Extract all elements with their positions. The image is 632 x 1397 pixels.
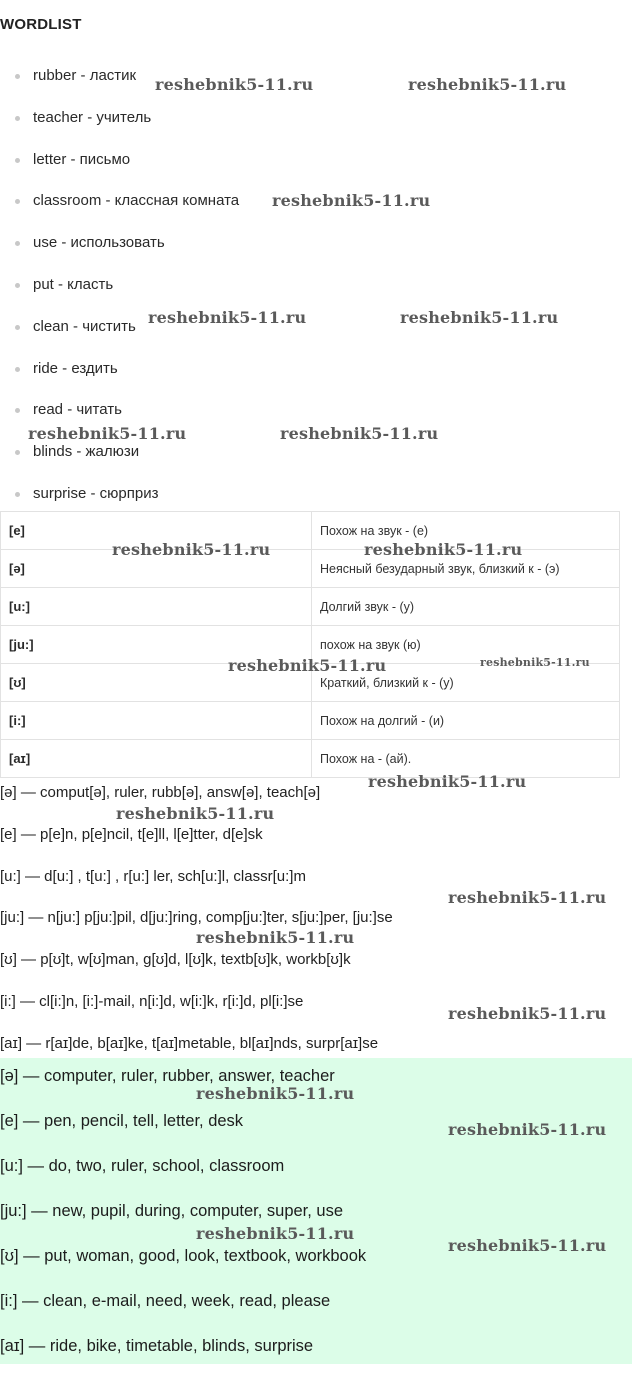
phonetic-description: похож на звук (ю) (312, 626, 620, 664)
watermark: reshebnik5-11.ru (155, 75, 314, 94)
bullet-icon (15, 325, 20, 330)
watermark: reshebnik5-11.ru (448, 1004, 607, 1023)
phonetic-description: Долгий звук - (у) (312, 588, 620, 626)
watermark: reshebnik5-11.ru (408, 75, 567, 94)
watermark: reshebnik5-11.ru (480, 656, 590, 669)
phonetic-description: Краткий, близкий к - (у) (312, 664, 620, 702)
table-row (1, 588, 620, 626)
exercise-line: [ju:] — n[ju:] p[ju:]pil, d[ju:]ring, comp[ju:]ter, s[ju:]per, [ju:]se (0, 909, 393, 927)
wordlist-item: rubber - ластик (0, 66, 632, 108)
phonetic-symbol: [u:] (1, 588, 312, 626)
watermark: reshebnik5-11.ru (448, 1236, 607, 1255)
exercise-line: [ə] — comput[ə], ruler, rubb[ə], answ[ə], teach[ə] (0, 784, 321, 801)
exercise-line: [u:] — d[u:] , t[u:] , r[u:] ler, sch[u:]l, classr[u:]m (0, 867, 306, 885)
phonetic-symbol: [e] (1, 512, 312, 550)
phonetic-description: Неясный безударный звук, близкий к - (э) (312, 550, 620, 588)
bullet-icon (15, 283, 20, 288)
wordlist-item: classroom - классная комната (0, 191, 632, 233)
wordlist-item: teacher - учитель (0, 108, 632, 150)
watermark: reshebnik5-11.ru (368, 772, 527, 791)
phonetic-symbol: [ʊ] (1, 664, 312, 702)
wordlist (0, 66, 632, 526)
answer-line: [ju:] — new, pupil, during, computer, super, use (0, 1202, 344, 1220)
exercise-line: [i:] — cl[i:]n, [i:]-mail, n[i:]d, w[i:]k, r[i:]d, pl[i:]se (0, 992, 304, 1010)
watermark: reshebnik5-11.ru (364, 540, 523, 559)
wordlist-item: letter - письмо (0, 150, 632, 192)
answer-line: [i:] — clean, e-mail, need, week, read, please (0, 1292, 331, 1310)
watermark: reshebnik5-11.ru (280, 424, 439, 443)
wordlist-item: clean - чистить (0, 317, 632, 359)
phonetic-symbol: [aɪ] (1, 740, 312, 778)
watermark: reshebnik5-11.ru (148, 308, 307, 327)
wordlist-item: blinds - жалюзи (0, 442, 632, 484)
phonetics-table (0, 511, 620, 778)
exercise-line: [aɪ] — r[aɪ]de, b[aɪ]ke, t[aɪ]metable, bl[aɪ]nds, surpr[aɪ]se (0, 1034, 379, 1052)
bullet-icon (15, 450, 20, 455)
phonetic-description: Похож на долгий - (и) (312, 702, 620, 740)
bullet-icon (15, 74, 20, 79)
watermark: reshebnik5-11.ru (196, 1224, 355, 1243)
watermark: reshebnik5-11.ru (112, 540, 271, 559)
bullet-icon (15, 158, 20, 163)
table-row (1, 740, 620, 778)
watermark: reshebnik5-11.ru (28, 424, 187, 443)
bullet-icon (15, 367, 20, 372)
watermark: reshebnik5-11.ru (448, 888, 607, 907)
table-row (1, 550, 620, 588)
phonetic-symbol: [i:] (1, 702, 312, 740)
watermark: reshebnik5-11.ru (196, 1084, 355, 1103)
watermark: reshebnik5-11.ru (116, 804, 275, 823)
table-row (1, 702, 620, 740)
wordlist-item: ride - ездить (0, 359, 632, 401)
watermark: reshebnik5-11.ru (272, 191, 431, 210)
exercise-line: [e] — p[e]n, p[e]ncil, t[e]ll, l[e]tter, d[e]sk (0, 825, 263, 843)
bullet-icon (15, 116, 20, 121)
answer-line: [ʊ] — put, woman, good, look, textbook, workbook (0, 1247, 367, 1265)
exercise-line: [ʊ] — p[ʊ]t, w[ʊ]man, g[ʊ]d, l[ʊ]k, textb[ʊ]k, workb[ʊ]k (0, 951, 351, 969)
watermark: reshebnik5-11.ru (448, 1120, 607, 1139)
wordlist-item: read - читать (0, 400, 632, 442)
answer-line: [e] — pen, pencil, tell, letter, desk (0, 1112, 244, 1130)
wordlist-item: use - использовать (0, 233, 632, 275)
answer-line: [aɪ] — ride, bike, timetable, blinds, surprise (0, 1337, 314, 1355)
phonetic-description: Похож на звук - (е) (312, 512, 620, 550)
phonetic-description: Похож на - (ай). (312, 740, 620, 778)
wordlist-item: surprise - сюрприз (0, 484, 632, 526)
phonetic-symbol: [ə] (1, 550, 312, 588)
watermark: reshebnik5-11.ru (400, 308, 559, 327)
table-row (1, 512, 620, 550)
answer-line: [u:] — do, two, ruler, school, classroom (0, 1157, 285, 1175)
answer-line: [ə] — computer, ruler, rubber, answer, teacher (0, 1067, 335, 1085)
bullet-icon (15, 199, 20, 204)
bullet-icon (15, 408, 20, 413)
bullet-icon (15, 241, 20, 246)
watermark: reshebnik5-11.ru (228, 656, 387, 675)
phonetic-symbol: [ju:] (1, 626, 312, 664)
wordlist-item: put - класть (0, 275, 632, 317)
wordlist-title: WORDLIST (0, 16, 82, 33)
watermark: reshebnik5-11.ru (196, 928, 355, 947)
answer-box (0, 1058, 632, 1364)
bullet-icon (15, 492, 20, 497)
